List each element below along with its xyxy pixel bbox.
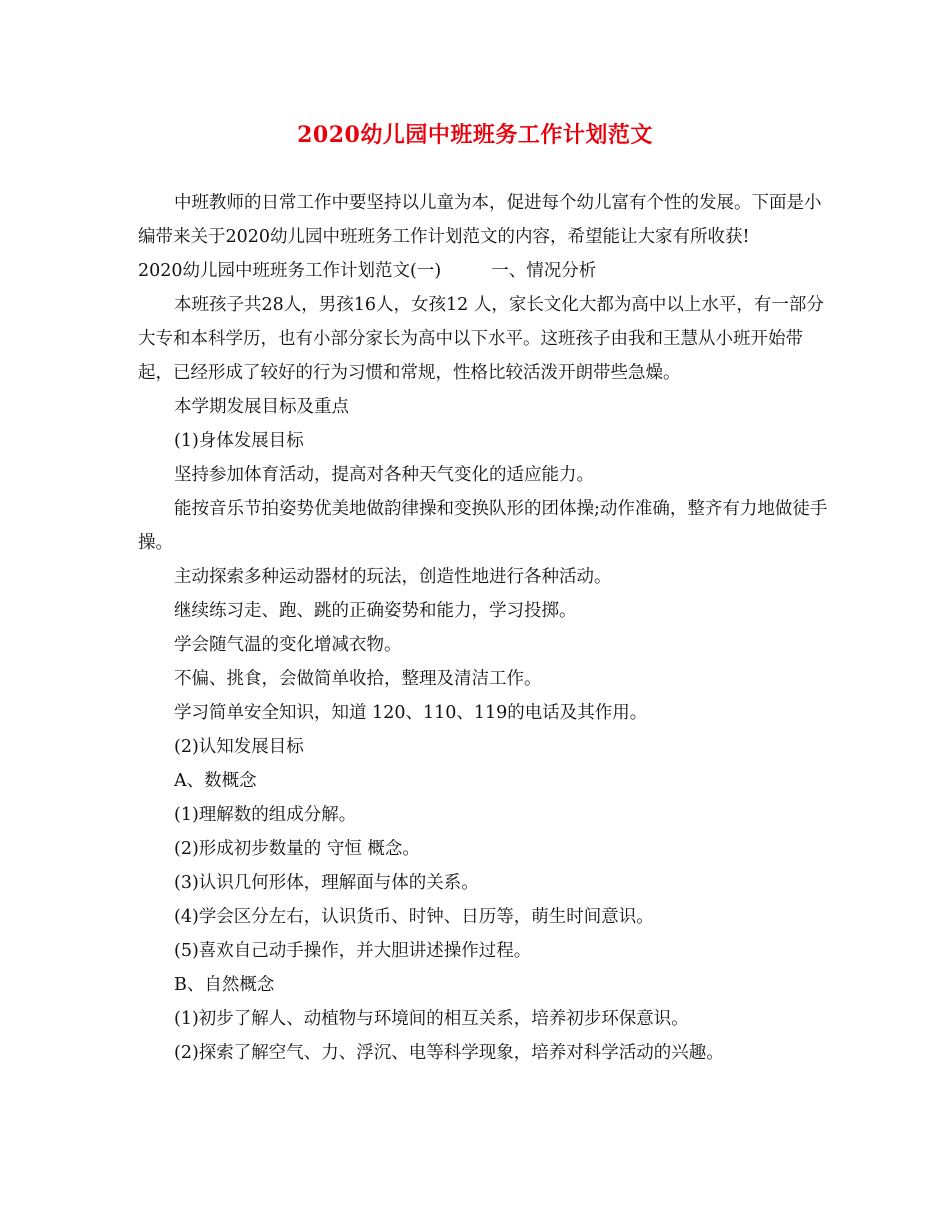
paragraph-number-3: (3)认识几何形体，理解面与体的关系。 [174,873,479,893]
paragraph-physical-heading: (1)身体发展目标 [174,431,304,451]
paragraph-goals-heading: 本学期发展目标及重点 [174,397,349,417]
document-title: 2020幼儿园中班班务工作计划范文 [297,122,653,148]
paragraph-cognitive-heading: (2)认知发展目标 [174,737,304,757]
paragraph-physical-6: 不偏、挑食，会做简单收拾，整理及清洁工作。 [174,669,542,689]
paragraph-intro: 中班教师的日常工作中要坚持以儿童为本，促进每个幼儿富有个性的发展。下面是小编带来关于2020幼儿园中班班务工作计划范文的内容，希望能让大家有所收获! [138,193,822,247]
paragraph-situation: 本班孩子共28人，男孩16人，女孩12 人，家长文化大都为高中以上水平，有一部分大专和本科学历，也有小部分家长为高中以下水平。这班孩子由我和王慧从小班开始带起，已经形成了较好的行为习惯和常规，性格比较活泼开朗带些急燥。 [138,295,824,383]
paragraph-number-2: (2)形成初步数量的 守恒 概念。 [174,839,420,859]
paragraph-physical-2: 能按音乐节拍姿势优美地做韵律操和变换队形的团体操;动作准确，整齐有力地做徒手操。 [138,499,828,553]
paragraph-nature-heading: B、自然概念 [174,975,275,995]
paragraph-physical-5: 学会随气温的变化增减衣物。 [174,635,402,655]
paragraph-physical-3: 主动探索多种运动器材的玩法，创造性地进行各种活动。 [174,567,612,587]
paragraph-number-heading: A、数概念 [174,771,257,791]
paragraph-number-1: (1)理解数的组成分解。 [174,805,357,825]
paragraph-physical-7: 学习简单安全知识，知道 120、110、119的电话及其作用。 [174,703,648,723]
section-heading: 2020幼儿园中班班务工作计划范文(一) [138,261,442,281]
section-heading-line [138,254,828,288]
paragraph-number-5: (5)喜欢自己动手操作，并大胆讲述操作过程。 [174,941,532,961]
paragraph-nature-1: (1)初步了解人、动植物与环境间的相互关系，培养初步环保意识。 [174,1009,689,1029]
paragraph-nature-2: (2)探索了解空气、力、浮沉、电等科学现象，培养对科学活动的兴趣。 [174,1043,724,1063]
paragraph-number-4: (4)学会区分左右，认识货币、时钟、日历等，萌生时间意识。 [174,907,654,927]
subsection-heading: 一、情况分析 [491,261,597,281]
document-body [138,186,828,1070]
paragraph-physical-4: 继续练习走、跑、跳的正确姿势和能力，学习投掷。 [174,601,577,621]
paragraph-physical-1: 坚持参加体育活动，提高对各种天气变化的适应能力。 [174,465,594,485]
